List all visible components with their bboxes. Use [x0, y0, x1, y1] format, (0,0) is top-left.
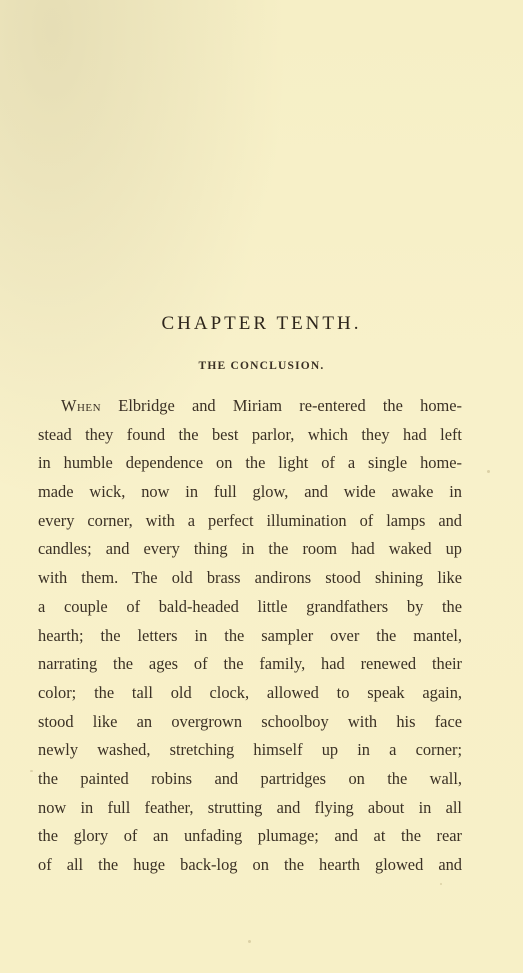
text-line: newly washed, stretching himself up in a corner;	[38, 740, 462, 760]
text-line: the glory of an unfading plumage; and at the rear	[38, 826, 462, 846]
text-line: color; the tall old clock, allowed to speak again,	[38, 682, 462, 702]
text-line: every corner, with a perfect illumination of lamps and	[38, 510, 462, 530]
text-line: now in full feather, strutting and flying about in all	[38, 797, 462, 817]
drop-word: When	[61, 396, 102, 415]
paper-speck	[440, 883, 442, 885]
paper-speck	[487, 470, 490, 473]
text-line: hearth; the letters in the sampler over the mantel,	[38, 625, 462, 645]
text-line: stood like an overgrown schoolboy with his face	[38, 711, 462, 731]
text-line: a couple of bald-headed little grandfathers by the	[38, 596, 462, 616]
text-line: the painted robins and partridges on the wall,	[38, 768, 462, 788]
text-line: in humble dependence on the light of a single home-	[38, 453, 462, 473]
text-line-content: Elbridge and Miriam re-entered the home-	[101, 396, 462, 415]
chapter-subtitle: THE CONCLUSION.	[198, 360, 325, 372]
text-line	[38, 392, 462, 421]
chapter-title: CHAPTER TENTH.	[161, 313, 362, 334]
text-line: narrating the ages of the family, had renewed their	[38, 654, 462, 674]
text-line: stead they found the best parlor, which they had left	[38, 424, 462, 444]
text-line: made wick, now in full glow, and wide awake in	[38, 482, 462, 502]
text-line: of all the huge back-log on the hearth glowed and	[38, 855, 462, 874]
text-line: candles; and every thing in the room had waked up	[38, 539, 462, 559]
body-text	[38, 392, 462, 880]
paper-speck	[30, 770, 33, 772]
paper-speck	[248, 940, 251, 943]
text-line: with them. The old brass andirons stood shining like	[38, 568, 462, 588]
